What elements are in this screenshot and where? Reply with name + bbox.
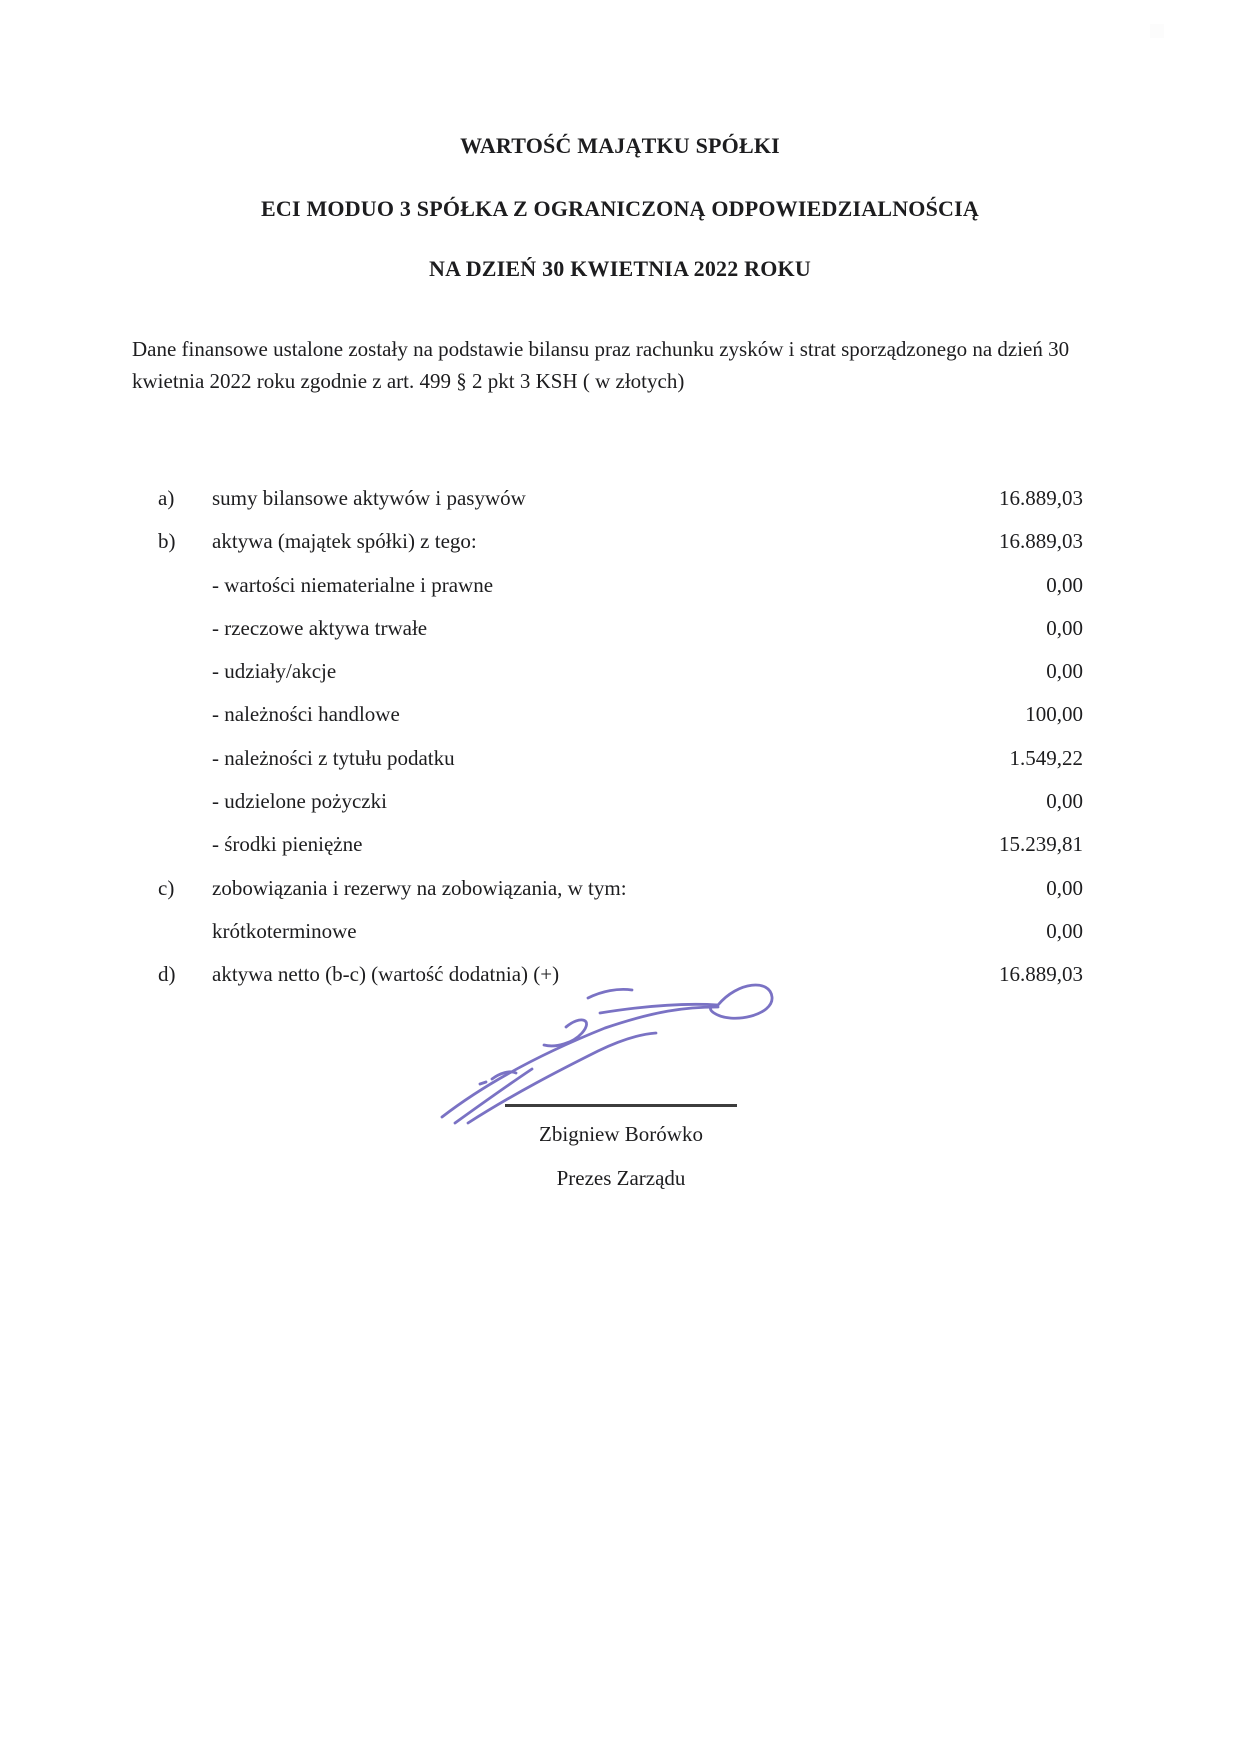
row-value: 15.239,81 xyxy=(999,832,1083,857)
balance-row xyxy=(158,744,1083,787)
row-label: aktywa (majątek spółki) z tego: xyxy=(212,529,477,554)
row-value: 100,00 xyxy=(1025,702,1083,727)
row-value: 0,00 xyxy=(1046,615,1083,640)
row-label: sumy bilansowe aktywów i pasywów xyxy=(212,486,526,510)
row-label: krótkoterminowe xyxy=(212,918,357,943)
balance-row xyxy=(158,484,1083,527)
row-label: - środki pieniężne xyxy=(212,832,363,857)
company-name: ECI MODUO 3 SPÓŁKA Z OGRANICZONĄ ODPOWIEDZIALNOŚCIĄ xyxy=(261,196,979,221)
row-label: - udziały/akcje xyxy=(212,659,337,684)
row-value: 16.889,03 xyxy=(999,486,1083,510)
row-value: 16.889,03 xyxy=(999,962,1083,987)
row-marker: a) xyxy=(158,486,175,510)
signatory-title: Prezes Zarządu xyxy=(556,1166,686,1190)
row-value: 0,00 xyxy=(1046,875,1083,900)
balance-row xyxy=(158,527,1083,570)
balance-row xyxy=(158,657,1083,700)
balance-row xyxy=(158,571,1083,614)
row-value: 1.549,22 xyxy=(1009,745,1083,770)
document-title: WARTOŚĆ MAJĄTKU SPÓŁKI xyxy=(460,133,780,158)
signature-scribble-icon xyxy=(420,865,785,1130)
row-value: 0,00 xyxy=(1046,572,1083,597)
row-label: - należności handlowe xyxy=(212,702,400,727)
row-label: aktywa netto (b-c) (wartość dodatnia) (+) xyxy=(212,962,560,987)
row-marker: c) xyxy=(158,875,175,900)
row-label: - udzielone pożyczki xyxy=(212,789,387,814)
row-marker: b) xyxy=(158,529,176,554)
balance-row xyxy=(158,787,1083,830)
balance-row xyxy=(158,700,1083,743)
row-value: 16.889,03 xyxy=(999,529,1083,554)
row-marker: d) xyxy=(158,962,176,987)
row-value: 0,00 xyxy=(1046,659,1083,684)
scan-artifact xyxy=(1150,24,1164,38)
signatory-name: Zbigniew Borówko xyxy=(539,1122,703,1146)
row-value: 0,00 xyxy=(1046,789,1083,814)
row-value: 0,00 xyxy=(1046,918,1083,943)
balance-row xyxy=(158,614,1083,657)
row-label: - rzeczowe aktywa trwałe xyxy=(212,615,428,640)
row-label: - należności z tytułu podatku xyxy=(212,745,455,770)
signature-line xyxy=(505,1104,737,1107)
date-line: NA DZIEŃ 30 KWIETNIA 2022 ROKU xyxy=(429,256,811,281)
row-label: - wartości niematerialne i prawne xyxy=(212,572,494,597)
row-label: zobowiązania i rezerwy na zobowiązania, w tym: xyxy=(212,875,627,900)
intro-paragraph: Dane finansowe ustalone zostały na podstawie bilansu praz rachunku zysków i strat sporządzonego na dzień 30 kwietnia 2022 roku zgodnie z art. 499 § 2 pkt 3 KSH ( w złotych) xyxy=(132,337,1070,393)
